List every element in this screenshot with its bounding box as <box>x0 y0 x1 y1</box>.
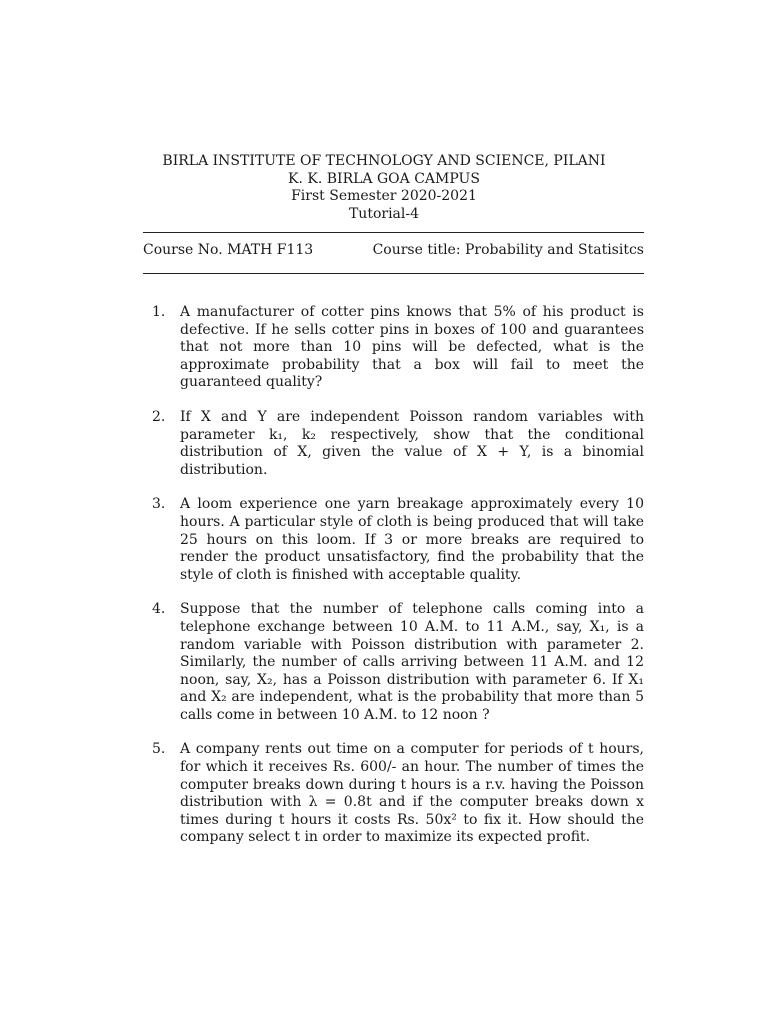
question-item <box>152 601 644 724</box>
campus-name: K. K. BIRLA GOA CAMPUS <box>288 170 480 187</box>
bottom-divider <box>143 273 644 274</box>
question-list <box>152 304 644 864</box>
semester-label: First Semester 2020-2021 <box>291 188 477 204</box>
tutorial-title: Tutorial-4 <box>348 205 420 222</box>
question-item <box>152 741 644 847</box>
question-number: 5. <box>152 741 166 758</box>
question-number: 3. <box>152 496 166 513</box>
question-text: If X and Y are independent Poisson random variables with parameter k₁, k₂ respectively, show that the conditional distribution of X, given the value of X + Y, is a binomial distribution. <box>180 408 644 478</box>
question-text: A loom experience one yarn breakage approximately every 10 hours. A particular style of cloth is being produced that will take 25 hours on this loom. If 3 or more breaks are required to render the product unsatisfactory, find the probability that the style of cloth is finished with acceptable quality. <box>180 496 644 583</box>
course-title: Course title: Probability and Statisitcs <box>372 242 644 258</box>
top-divider <box>143 232 644 233</box>
question-text: A manufacturer of cotter pins knows that 5% of his product is defective. If he sells cotter pins in boxes of 100 and guarantees that not more than 10 pins will be defected, what is the approximate probability that a box will fail to meet the guaranteed quality? <box>180 304 644 391</box>
question-text: A company rents out time on a computer for periods of t hours, for which it receives Rs. 600/- an hour. The number of times the computer breaks down during t hours is a r.v. having the Poisson distribution with λ = 0.8t and if the computer breaks down x times during t hours it costs Rs. 50x² to fix it. How should the company select t in order to maximize its expected profit. <box>180 741 644 846</box>
question-item <box>152 409 644 479</box>
document-header <box>0 153 768 223</box>
question-text: Suppose that the number of telephone calls coming into a telephone exchange between 10 A.M. to 11 A.M., say, X₁, is a random variable with Poisson distribution with parameter 2. Similarly, the number of calls arriving between 11 A.M. and 12 noon, say, X₂, has a Poisson distribution with parameter 6. If X₁ and X₂ are independent, what is the probability that more than 5 calls come in between 10 A.M. to 12 noon ? <box>180 601 644 723</box>
question-item <box>152 496 644 584</box>
institute-name: BIRLA INSTITUTE OF TECHNOLOGY AND SCIENCE, PILANI <box>162 153 606 169</box>
course-info-row <box>143 241 644 259</box>
question-number: 1. <box>152 304 166 320</box>
question-number: 4. <box>152 601 166 618</box>
course-number: Course No. MATH F113 <box>143 242 314 258</box>
question-number: 2. <box>152 408 166 425</box>
question-item <box>152 304 644 392</box>
